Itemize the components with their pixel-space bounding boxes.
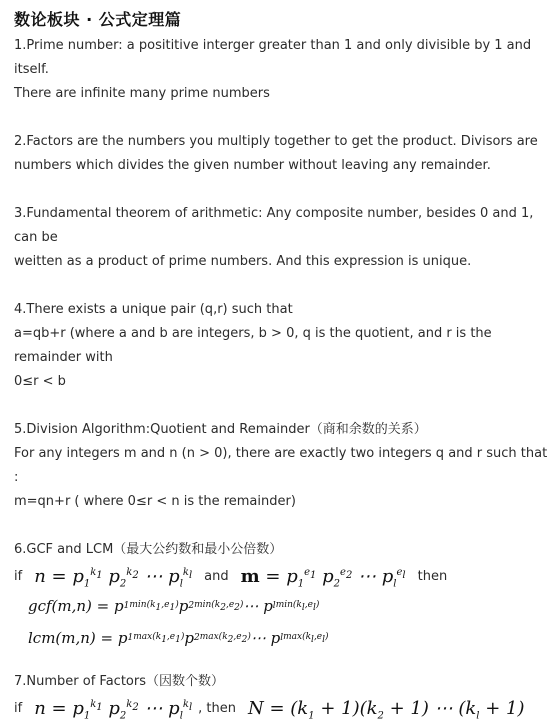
p5-line2: For any integers m and n (n > 0), there are exactly two integers q and r such that : [14, 446, 548, 485]
p4-line1: 4.There exists a unique pair (q,r) such that [14, 302, 293, 317]
p1-line2: There are infinite many prime numbers [14, 86, 270, 101]
p5-line3: m=qn+r ( where 0≤r < n is the remainder) [14, 494, 296, 509]
p7-formula-line [14, 694, 548, 722]
p6-and: and [204, 568, 229, 584]
p4-line2: a=qb+r (where a and b are integers, b > 0, q is the quotient, and r is the remainder with [14, 326, 492, 365]
page-title: 数论板块 · 公式定理篇 [14, 10, 182, 29]
p3-line1: 3.Fundamental theorem of arithmetic: Any composite number, besides 0 and 1, can be [14, 206, 534, 245]
p7-line1: 7.Number of Factors（因数个数） [14, 674, 224, 689]
p7-then: , then [198, 700, 236, 716]
lcm-formula: lcm(m,n) = p 1 $\max(k_1,e_1)$ p 2 $\max(k_2,e_2)$ ⋯ p l $\max(k_l,e_l)$ [28, 629, 329, 647]
gcf-formula: gcf(m,n) = p 1 $\min(k_1,e_1)$ p 2 $\min(k_2,e_2)$ ⋯ p l $\min(k_l,e_l)$ [28, 597, 320, 615]
p6-line1: 6.GCF and LCM（最大公约数和最小公倍数） [14, 542, 283, 557]
p1-line1: 1.Prime number: a posititive interger greater than 1 and only divisible by 1 and itself. [14, 38, 532, 77]
p6-factorization-line [14, 562, 548, 590]
p3-line2: weitten as a product of prime numbers. And this expression is unique. [14, 254, 472, 269]
p7-if: if [14, 700, 23, 716]
m-factorization-formula: $m = p_1^{e_1}$ $p_2^{e_2}$ ⋯ $p_l^{e_l}$ [240, 565, 406, 590]
number-of-factors-formula: $N = (k_1 + 1)(k_2 + 1)$ ⋯ $(k_l + 1)$ [248, 697, 525, 722]
p4-line3: 0≤r < b [14, 374, 66, 389]
p2-line1: 2.Factors are the numbers you multiply together to get the product. Divisors are [14, 134, 538, 149]
p5-line1: 5.Division Algorithm:Quotient and Remainder（商和余数的关系） [14, 422, 427, 437]
n-factorization-formula-2: $n = p_1^{k_1}$ $p_2^{k_2}$ ⋯ $p_l^{k_l}$ [34, 697, 193, 722]
p6-if: if [14, 568, 23, 584]
p2-line2: numbers which divides the given number without leaving any remainder. [14, 158, 491, 173]
n-factorization-formula: $n = p_1^{k_1}$ $p_2^{k_2}$ ⋯ $p_l^{k_l}$ [34, 565, 193, 590]
p6-then: then [417, 568, 448, 584]
